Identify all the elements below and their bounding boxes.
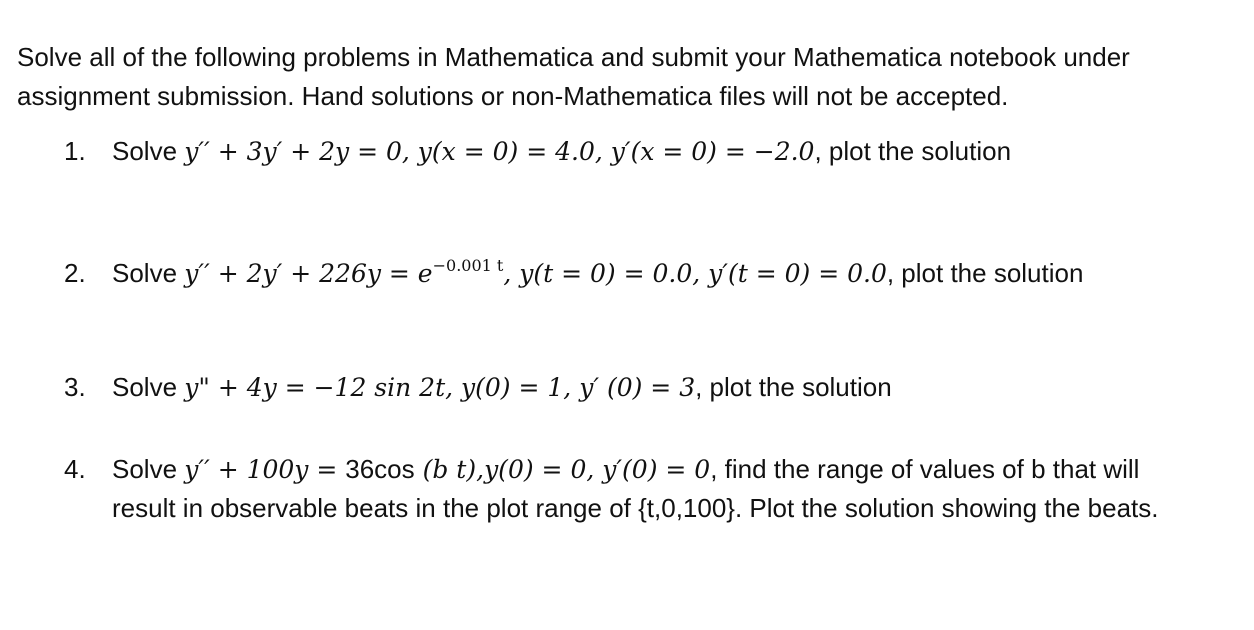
problem-2 [64, 256, 1083, 289]
instructions-paragraph: Solve all of the following problems in Mathematica and submit your Mathematica notebook under assignment submission. Hand solutions or non-Mathematica files will not be accepted. [17, 42, 1130, 111]
problem-4 [64, 450, 1158, 527]
initial-conditions: y(0) = 0, y′(0) = 0 [484, 455, 711, 484]
problem-instruction: , find the range of values of b that will [710, 454, 1140, 484]
problem-prefix: Solve [112, 454, 185, 484]
problem-number: 1. [64, 136, 86, 166]
problem-number: 4. [64, 454, 86, 484]
initial-conditions: , y(t = 0) = 0.0, y′(t = 0) = 0.0 [503, 259, 887, 288]
problem-1 [64, 136, 1011, 167]
problem-prefix: Solve [112, 372, 185, 402]
problem-number: 3. [64, 372, 86, 402]
problem-equation: y" + 4y = −12 sin 2t, y(0) = 1, y′ (0) = 3 [184, 373, 696, 402]
problem-equation: y′′ + 100y = [184, 455, 346, 484]
problem-prefix: Solve [112, 136, 185, 166]
forcing-argument: (b t), [414, 455, 485, 484]
problem-3 [64, 372, 892, 403]
forcing-term: 36cos [345, 454, 415, 484]
problem-number: 2. [64, 258, 86, 288]
exponent: −0.001 t [432, 256, 504, 275]
problem-instruction: , plot the solution [695, 372, 892, 402]
problem-equation: y′′ + 3y′ + 2y = 0, y(x = 0) = 4.0, y′(x = 0) = −2.0 [184, 137, 815, 166]
problem-equation: y′′ + 2y′ + 226y = e [184, 259, 433, 288]
problem-instruction: , plot the solution [886, 258, 1084, 288]
problem-instruction: , plot the solution [814, 136, 1012, 166]
problem-continuation: result in observable beats in the plot range of {t,0,100}. Plot the solution showing the beats. [112, 493, 1159, 523]
problem-prefix: Solve [112, 258, 185, 288]
